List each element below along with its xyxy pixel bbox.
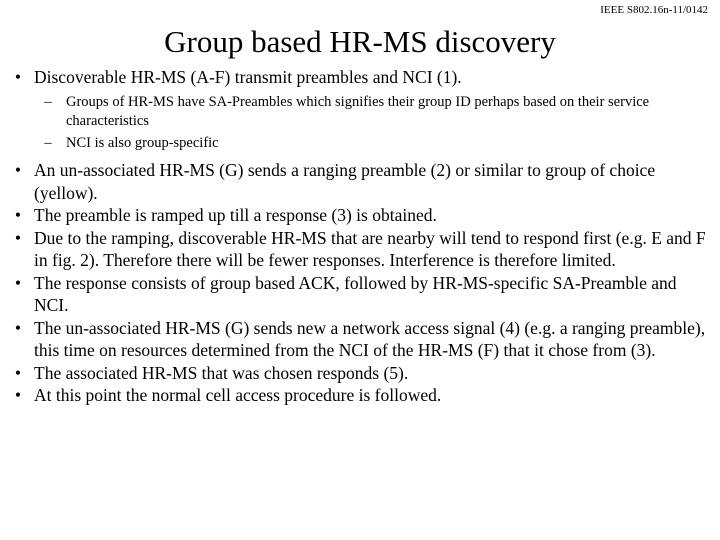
bullet-item [8,66,708,89]
bullet-marker: • [14,317,22,338]
sub-bullet-text: Groups of HR-MS have SA-Preambles which signifies their group ID perhaps based on their service characteristics [66,93,650,129]
bullet-item [8,204,708,227]
bullet-marker: • [14,362,22,383]
bullet-marker: • [14,160,22,180]
slide-content [8,66,708,407]
bullet-marker: • [14,67,22,87]
sub-bullet-item [8,134,708,154]
sub-bullet-item [8,93,708,132]
bullet-text: The response consists of group based ACK, followed by HR-MS-specific SA-Preamble and NCI. [34,272,677,315]
bullet-text: The preamble is ramped up till a response (3) is obtained. [34,205,437,225]
bullet-text: An un-associated HR-MS (G) sends a ranging preamble (2) or similar to group of choice (yellow). [34,160,656,203]
bullet-text: Discoverable HR-MS (A-F) transmit preambles and NCI (1). [34,67,462,87]
bullet-item [8,159,708,204]
bullet-marker: • [14,227,22,248]
bullet-item [8,362,708,385]
bullet-text: Due to the ramping, discoverable HR-MS that are nearby will tend to respond first (e.g. E and F in fig. 2). Therefore there will be fewer responses. Interference is therefore limited. [34,227,706,270]
bullet-item [8,317,708,362]
bullet-item [8,384,708,407]
slide-title: Group based HR-MS discovery [164,24,556,59]
document-id: IEEE S802.16n-11/0142 [600,4,708,16]
bullet-marker: • [14,385,22,405]
sub-bullet-list [8,93,708,154]
bullet-text: The un-associated HR-MS (G) sends new a network access signal (4) (e.g. a ranging preamble), this time on resources determined from the NCI of the HR-MS (F) that it chose from (3). [34,317,706,360]
bullet-marker: • [14,205,22,225]
sub-bullet-marker: – [44,134,52,151]
bullet-item [8,272,708,317]
sub-bullet-marker: – [44,93,52,110]
bullet-text: At this point the normal cell access procedure is followed. [34,385,442,405]
sub-bullet-text: NCI is also group-specific [66,134,219,151]
bullet-text: The associated HR-MS that was chosen responds (5). [34,362,409,383]
bullet-item [8,227,708,272]
bullet-marker: • [14,272,22,293]
